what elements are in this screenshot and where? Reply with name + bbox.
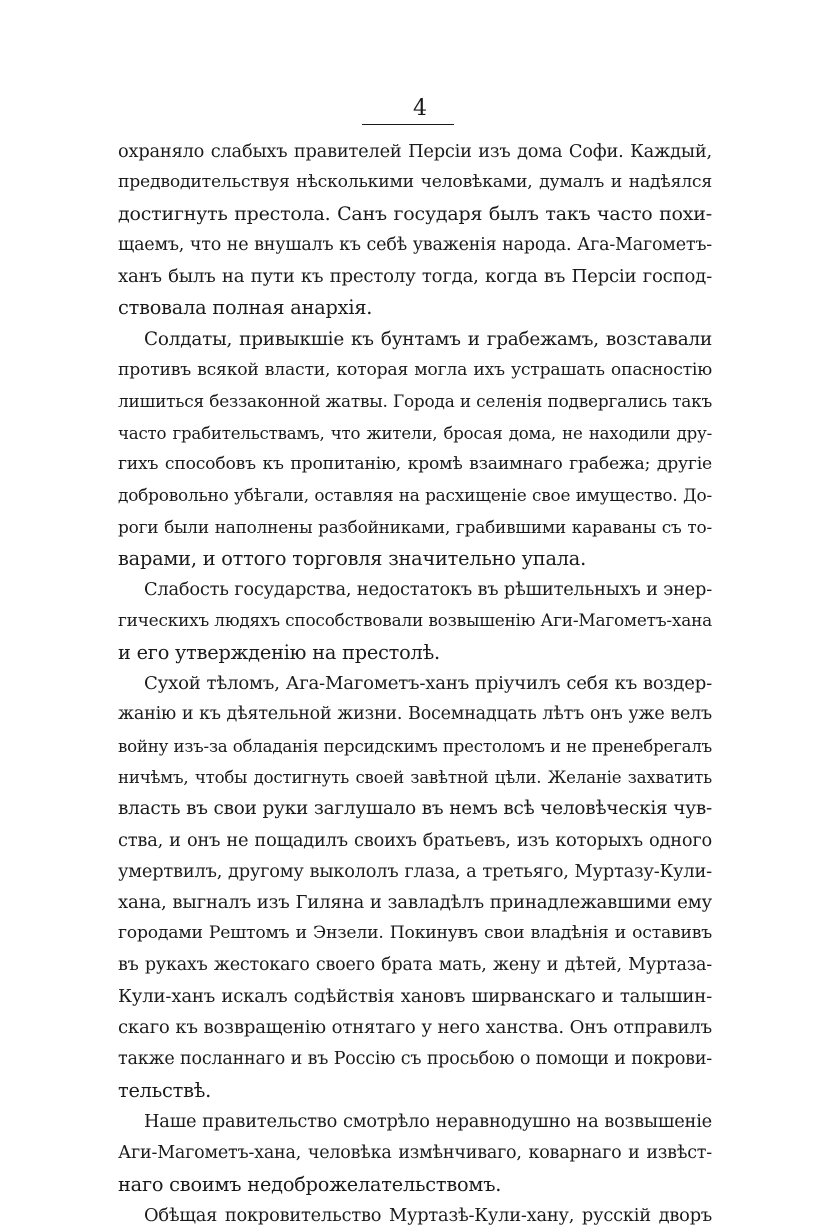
text-line: жанію и къ дѣятельной жизни. Восемнадцать лѣтъ онъ уже велъ bbox=[118, 704, 712, 725]
text-line: Сухой тѣломъ, Ага-Магометъ-ханъ пріучилъ себя къ воздер- bbox=[144, 673, 712, 695]
text-line: роги были наполнены разбойниками, грабившими караваны съ то- bbox=[118, 516, 712, 537]
text-line: щаемъ, что не внушалъ къ себѣ уваженія народа. Ага-Магометъ- bbox=[118, 234, 712, 255]
text-line: городами Рештомъ и Энзели. Покинувъ свои владѣнія и оставивъ bbox=[118, 923, 712, 944]
text-line: предводительствуя нѣсколькими человѣками, думалъ и надѣялся bbox=[118, 172, 712, 193]
text-line: охраняло слабыхъ правителей Персіи изъ дома Софи. Каждый, bbox=[118, 141, 712, 162]
text-line: ствовала полная анархія. bbox=[118, 296, 373, 320]
text-line: и его утвержденію на престолѣ. bbox=[118, 640, 440, 664]
text-line: ства, и онъ не пощадилъ своихъ братьевъ, изъ которыхъ одного bbox=[118, 829, 712, 851]
text-line: добровольно убѣгали, оставляя на расхищеніе свое имущество. До- bbox=[118, 485, 712, 506]
text-line: ничѣмъ, чтобы достигнуть своей завѣтной цѣли. Желаніе захватить bbox=[118, 767, 712, 787]
text-line: варами, и оттого торговля значительно упала. bbox=[118, 546, 587, 570]
text-line: Солдаты, привыкшіе къ бунтамъ и грабежамъ, возставали bbox=[144, 328, 712, 350]
page-number-rule bbox=[362, 124, 454, 125]
text-line: войну изъ-за обладанія персидскимъ престоломъ и не пренебрегалъ bbox=[118, 736, 712, 756]
body-text bbox=[118, 136, 712, 1231]
text-line: Слабость государства, недостатокъ въ рѣшительныхъ и энер- bbox=[144, 579, 712, 601]
text-line: гихъ способовъ къ пропитанію, кромѣ взаимнаго грабежа; другіе bbox=[118, 453, 712, 474]
text-line: часто грабительствамъ, что жители, бросая дома, не находили дру- bbox=[118, 423, 712, 443]
text-line: тельствѣ. bbox=[118, 1078, 212, 1102]
text-line: ханъ былъ на пути къ престолу тогда, когда въ Персіи господ- bbox=[118, 266, 712, 288]
text-line: хана, выгналъ изъ Гиляна и завладѣлъ принадлежавшими ему bbox=[118, 892, 712, 914]
page-number: 4 bbox=[413, 96, 427, 121]
text-line: въ рукахъ жестокаго своего брата мать, жену и дѣтей, Муртаза- bbox=[118, 954, 712, 975]
text-line: Аги-Магометъ-хана, человѣка измѣнчиваго, коварнаго и извѣст- bbox=[118, 1142, 712, 1163]
text-line: Обѣщая покровительство Муртазѣ-Кули-хану, русскій дворъ bbox=[144, 1205, 712, 1227]
text-line: наго своимъ недоброжелательствомъ. bbox=[118, 1172, 502, 1196]
text-line: лишиться беззаконной жатвы. Города и селенія подвергались такъ bbox=[118, 391, 712, 412]
text-line: Кули-ханъ искалъ содѣйствія хановъ ширванскаго и талышин- bbox=[118, 986, 712, 1008]
text-line: власть въ свои руки заглушало въ немъ всѣ человѣческія чув- bbox=[118, 798, 712, 820]
text-line: Наше правительство смотрѣло неравнодушно на возвышеніе bbox=[144, 1111, 712, 1133]
text-line: гическихъ людяхъ способствовали возвышенію Аги-Магометъ-хана bbox=[118, 610, 712, 631]
text-line: противъ всякой власти, которая могла ихъ устрашать опасностію bbox=[118, 360, 712, 381]
text-line: также посланнаго и въ Россію съ просьбою о помощи и покрови- bbox=[118, 1048, 712, 1069]
text-line: достигнуть престола. Санъ государя былъ такъ часто похи- bbox=[118, 202, 712, 225]
text-line: умертвилъ, другому выкололъ глаза, а третьяго, Муртазу-Кули- bbox=[118, 860, 712, 882]
text-line: скаго къ возвращенію отнятаго у него ханства. Онъ отправилъ bbox=[118, 1017, 712, 1039]
